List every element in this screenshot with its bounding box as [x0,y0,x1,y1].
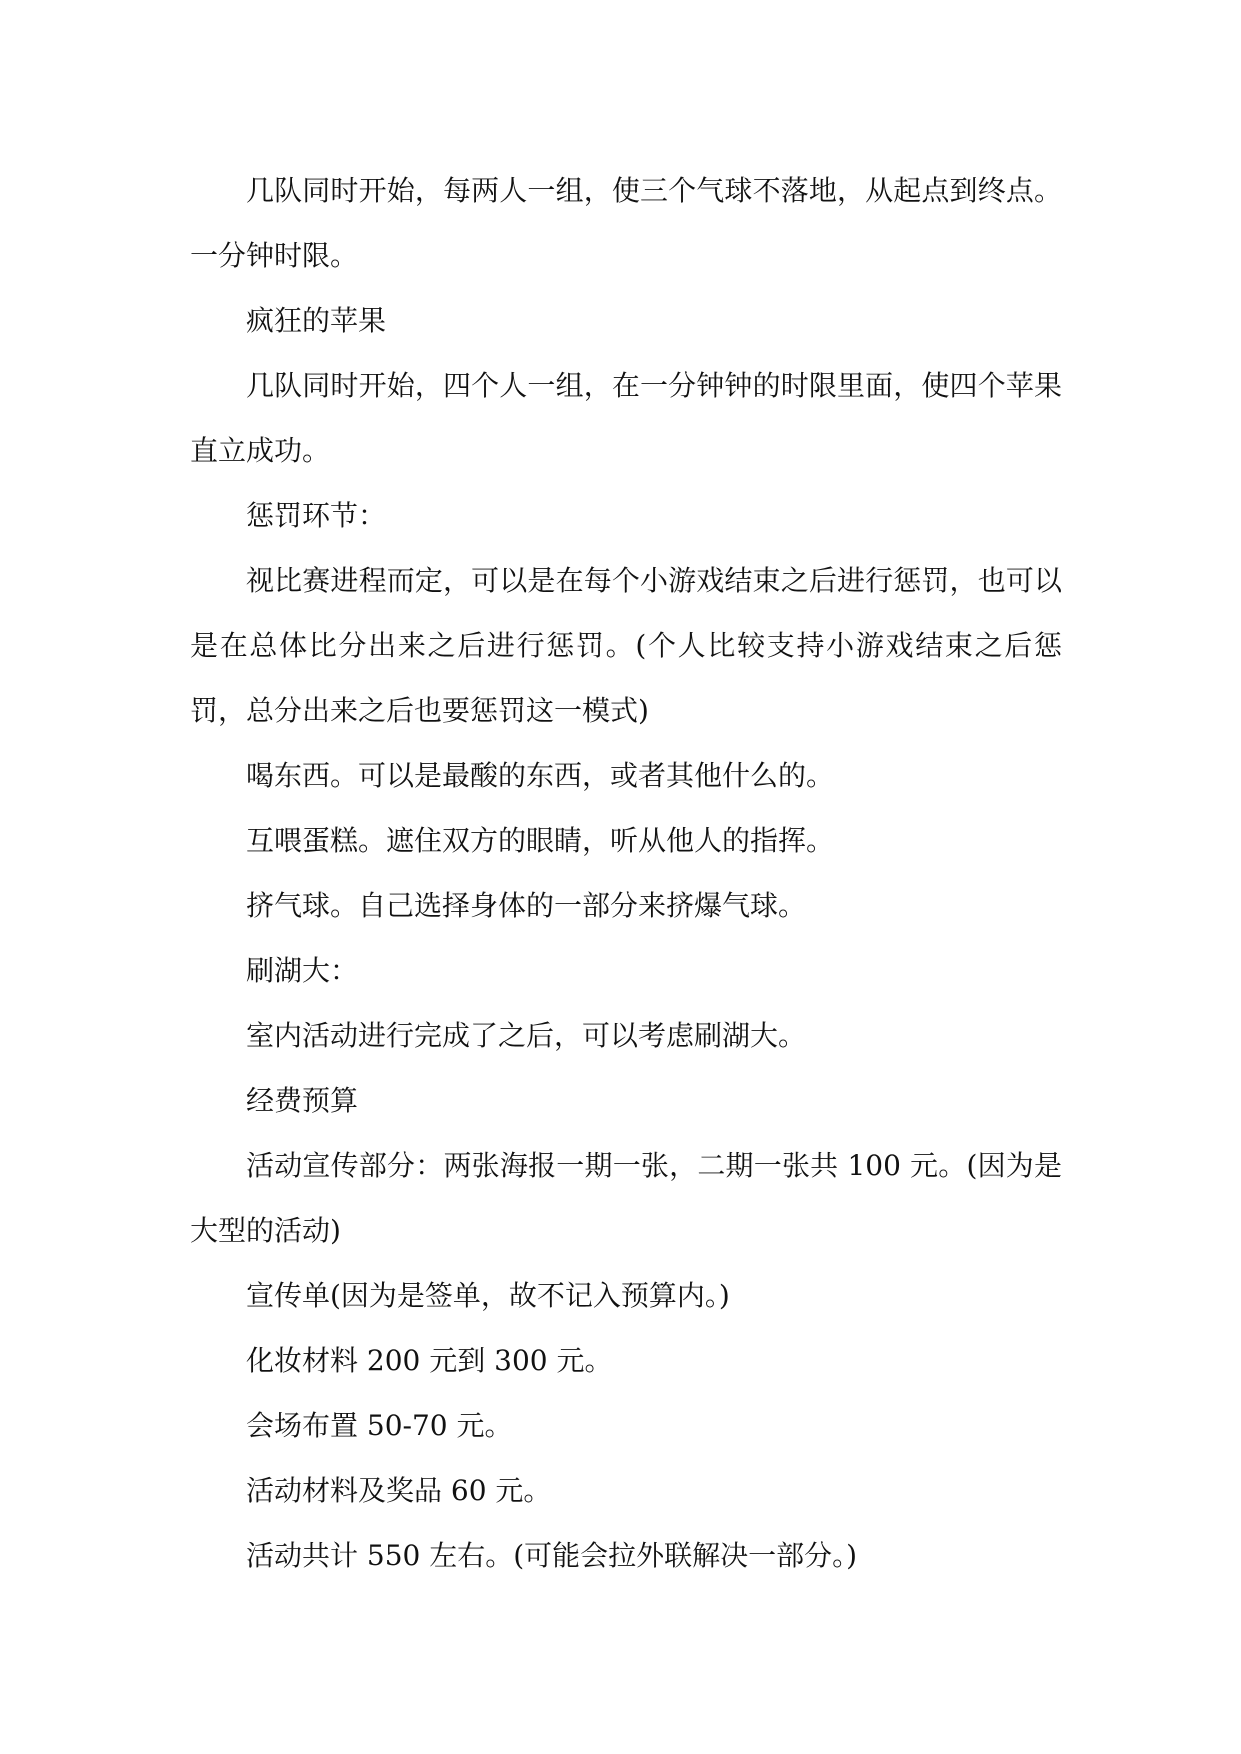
paragraph-apple-rules: 几队同时开始，四个人一组，在一分钟钟的时限里面，使四个苹果直立成功。 [190,369,1062,467]
paragraph-penalty-drink: 喝东西。可以是最酸的东西，或者其他什么的。 [246,759,835,792]
heading-penalty: 惩罚环节： [246,499,387,532]
paragraph-budget-flyers: 宣传单(因为是签单，故不记入预算内。) [246,1279,730,1312]
document-body [190,158,1062,1588]
paragraph-campus-tour: 室内活动进行完成了之后，可以考虑刷湖大。 [246,1019,807,1052]
heading-crazy-apple: 疯狂的苹果 [246,304,387,337]
paragraph-budget-makeup: 化妆材料 200 元到 300 元。 [246,1344,613,1377]
heading-campus-tour: 刷湖大： [246,954,359,987]
paragraph-budget-venue: 会场布置 50-70 元。 [246,1409,513,1442]
paragraph-penalty-cake: 互喂蛋糕。遮住双方的眼睛，听从他人的指挥。 [246,824,835,857]
paragraph-budget-prizes: 活动材料及奖品 60 元。 [246,1474,552,1507]
paragraph-budget-posters: 活动宣传部分：两张海报一期一张，二期一张共 100 元。(因为是大型的活动) [190,1149,1062,1247]
paragraph-penalty-timing: 视比赛进程而定，可以是在每个小游戏结束之后进行惩罚，也可以是在总体比分出来之后进行惩罚。(个人比较支持小游戏结束之后惩罚，总分出来之后也要惩罚这一模式) [190,564,1062,727]
heading-budget: 经费预算 [246,1084,359,1117]
paragraph-balloon-rules: 几队同时开始，每两人一组，使三个气球不落地，从起点到终点。一分钟时限。 [190,174,1062,272]
paragraph-penalty-balloon: 挤气球。自己选择身体的一部分来挤爆气球。 [246,889,807,922]
paragraph-budget-total: 活动共计 550 左右。(可能会拉外联解决一部分。) [246,1539,858,1572]
